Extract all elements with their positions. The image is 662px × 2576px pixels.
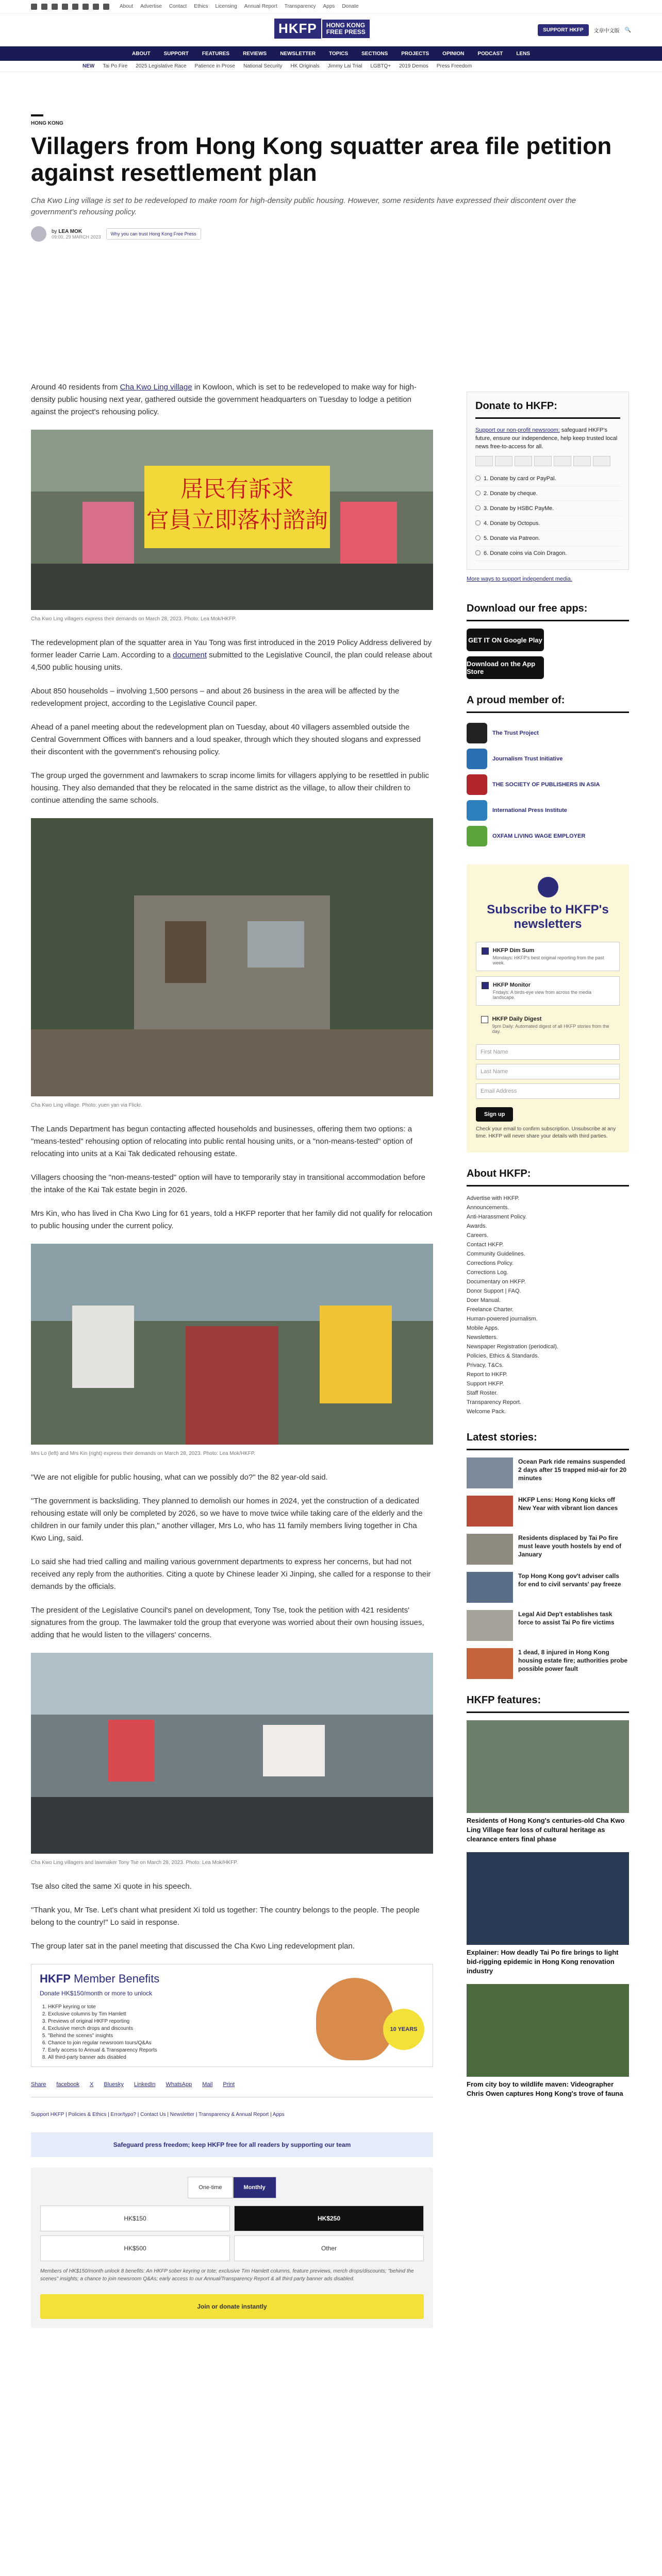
newsletter-note: Check your email to confirm subscription. Unsubscribe at any time. HKFP will never share your details with third parties. xyxy=(476,1126,616,1139)
trending-item[interactable]: Patience in Prose xyxy=(194,63,235,69)
member-ipi[interactable] xyxy=(467,798,629,823)
latest-story[interactable] xyxy=(467,1458,629,1488)
share-bar xyxy=(31,2078,433,2097)
paragraph: The president of the Legislative Council's panel on development, Tony Tse, took the petition with 421 residents' signatures from the group. The lawmaker told the group that everyone was worried about their own housing issues, adding that he would listen to the villagers' concerns. xyxy=(31,1606,424,1639)
amount-option[interactable]: HK$150 xyxy=(40,2206,230,2231)
about-link[interactable]: Donor Support | FAQ. xyxy=(467,1288,521,1294)
top-link-annual-report[interactable]: Annual Report xyxy=(244,4,277,9)
about-link[interactable]: Careers. xyxy=(467,1232,489,1239)
share-mail[interactable]: Mail xyxy=(202,2081,213,2088)
donate-method[interactable] xyxy=(475,516,620,531)
banner-brand: HKFP xyxy=(40,1972,71,1985)
hkfp-logo[interactable] xyxy=(274,19,370,39)
mastercard-icon xyxy=(475,456,493,466)
youtube-icon[interactable] xyxy=(72,4,78,10)
photo-mrs-lo-kin-art xyxy=(31,1244,433,1445)
trending-label: NEW xyxy=(82,63,95,69)
facebook-icon[interactable] xyxy=(31,4,37,10)
paragraph: The group urged the government and lawmakers to scrap income limits for villagers applying to be resettled in public housing. They also demanded that they be relocated in the same district as the village, to allow their children to continue attending the same schools. xyxy=(31,771,429,805)
photo-village-art xyxy=(31,818,433,1096)
paragraph: Lo said she had tried calling and mailing various government departments to express her concerns, but had not received any reply from the authorities. Citing a quote by Chinese leader Xi Jinping, she called for a response to their demands by the officials. xyxy=(31,1557,431,1591)
article-title: Villagers from Hong Kong squatter area file petition against resettlement plan xyxy=(31,132,612,186)
donate-frequency-tabs xyxy=(40,2177,424,2198)
top-links xyxy=(120,4,359,9)
photo-caption: Cha Kwo Ling villagers express their demands on March 28, 2023. Photo: Lea Mok/HKFP. xyxy=(31,616,237,622)
trending-item[interactable]: Press Freedom xyxy=(436,63,472,69)
header-actions xyxy=(538,24,631,36)
apps-heading: Download our free apps: xyxy=(467,603,629,621)
feature-story[interactable] xyxy=(467,1852,629,1976)
legco-document-link[interactable]: document xyxy=(173,651,207,659)
method-label: 1. Donate by card or PayPal. xyxy=(484,476,556,482)
article-lede: Cha Kwo Ling village is set to be redeveloped to make room for high-density public housing. However, some residents have expressed their discontent over the government's rehousing policy. xyxy=(31,196,576,216)
top-link-about[interactable]: About xyxy=(120,4,134,9)
member-name: International Press Institute xyxy=(492,807,567,814)
method-label: 4. Donate by Octopus. xyxy=(484,520,540,527)
option-desc: Fridays: A birds-eye view from across the media landscape. xyxy=(492,990,591,1000)
oxfam-icon xyxy=(467,826,487,846)
radio-icon xyxy=(475,550,481,555)
option-text xyxy=(493,982,614,1000)
donate-method[interactable] xyxy=(475,531,620,546)
tab-one-time[interactable]: One-time xyxy=(188,2177,233,2198)
donate-method[interactable] xyxy=(475,486,620,501)
text: The redevelopment plan of the squatter area in Yau Tong was first introduced in the 2019 Policy Address delivered by former leader Carrie Lam. According to a xyxy=(31,638,432,659)
social-icons xyxy=(31,4,109,10)
paragraph: Tse also cited the same Xi quote in his speech. xyxy=(31,1882,192,1891)
instagram-icon[interactable] xyxy=(52,4,58,10)
trust-button[interactable]: Why you can trust Hong Kong Free Press xyxy=(106,228,201,240)
trust-project-icon xyxy=(467,723,487,743)
amount-option[interactable]: HK$500 xyxy=(40,2235,230,2261)
deer-mascot-icon xyxy=(316,1978,393,2060)
article-header xyxy=(0,114,662,242)
story-thumbnail xyxy=(467,1610,513,1641)
signup-button[interactable]: Sign up xyxy=(476,1107,513,1122)
donate-widget xyxy=(31,2167,433,2328)
story-title: Top Hong Kong gov't adviser calls for end to civil servants' pay freeze xyxy=(518,1572,621,1588)
story-title: Residents displaced by Tai Po fire must leave youth hostels by end of January xyxy=(518,1534,622,1558)
donate-intro-text: safeguard HKFP's future, ensure our independence, help keep trusted local news free-to-access for all. xyxy=(475,427,618,450)
publish-date: 09:00, 29 MARCH 2023 xyxy=(52,234,101,240)
octopus-icon xyxy=(573,456,591,466)
ten-years-badge: 10 YEARS xyxy=(383,2009,424,2050)
text: submitted to the Legislative Council, the plan could release about 4,500 public housing units. xyxy=(31,651,432,672)
donate-amounts xyxy=(40,2206,424,2261)
rss-icon[interactable] xyxy=(103,4,109,10)
trending-item[interactable]: HK Originals xyxy=(290,63,320,69)
story-thumbnail xyxy=(467,1534,513,1565)
radio-icon xyxy=(475,520,481,526)
newsletter-heading: Subscribe to HKFP's newsletters xyxy=(487,903,609,931)
method-label: 5. Donate via Patreon. xyxy=(484,535,540,541)
paragraph: The group later sat in the panel meeting that discussed the Cha Kwo Ling redevelopment plan. xyxy=(31,1942,355,1951)
donate-method[interactable] xyxy=(475,501,620,516)
trending-item[interactable]: LGBTQ+ xyxy=(370,63,391,69)
payment-icons xyxy=(475,456,620,466)
article-footer-links[interactable]: Support HKFP | Policies & Ethics | Error/typo? | Contact Us | Newsletter | Transparency & Annual Report | Apps xyxy=(31,2112,285,2117)
photo-tony-tse xyxy=(31,1653,433,1854)
top-link-advertise[interactable]: Advertise xyxy=(140,4,162,9)
top-link-contact[interactable]: Contact xyxy=(169,4,187,9)
feature-title: From city boy to wildlife maven: Videographer Chris Owen captures Hong Kong's trove of fauna xyxy=(467,2080,623,2097)
share-print[interactable]: Print xyxy=(223,2081,235,2088)
benefit-item: 4. Exclusive merch drops and discounts xyxy=(48,2025,301,2032)
last-name-field[interactable]: Last Name xyxy=(476,1064,620,1079)
story-title: 1 dead, 8 injured in Hong Kong housing estate fire; authorities probe possible power fault xyxy=(518,1649,628,1672)
article-kicker[interactable]: HONG KONG xyxy=(31,114,43,126)
linkedin-icon[interactable] xyxy=(82,4,89,10)
about-link[interactable]: Report to HKFP. xyxy=(467,1371,508,1378)
option-desc: Mondays: HKFP's best original reporting from the past week. xyxy=(492,955,604,965)
nav-topics[interactable]: TOPICS xyxy=(329,50,349,57)
paragraph: Villagers choosing the "non-means-tested" option will have to temporarily stay in transitional accommodation before the intake of the Kai Tak estate begin in 2026. xyxy=(31,1173,425,1194)
support-hkfp-button[interactable]: SUPPORT HKFP xyxy=(538,24,588,36)
logo-line2: FREE PRESS xyxy=(326,28,366,36)
about-link[interactable]: Privacy, T&Cs. xyxy=(467,1362,504,1368)
photo-villagers-banner xyxy=(31,430,433,610)
newsletter-option[interactable] xyxy=(476,1011,620,1039)
nav-reviews[interactable]: REVIEWS xyxy=(243,50,267,57)
member-oxfam[interactable] xyxy=(467,823,629,849)
checkbox-icon[interactable] xyxy=(481,1016,488,1023)
story-thumbnail xyxy=(467,1648,513,1679)
logo-name xyxy=(322,20,370,38)
nav-podcast[interactable]: PODCAST xyxy=(477,50,503,57)
photo-caption: Cha Kwo Ling villagers and lawmaker Tony Tse on March 28, 2023. Photo: Lea Mok/HKFP. xyxy=(31,1860,238,1866)
amount-option[interactable]: HK$250 xyxy=(234,2206,424,2231)
latest-story[interactable] xyxy=(467,1496,629,1527)
newsletter-option[interactable] xyxy=(476,976,620,1006)
benefit-item: 5. "Behind the scenes" insights xyxy=(48,2032,301,2040)
feature-title: Explainer: How deadly Tai Po fire brings to light bid-rigging epidemic in Hong Kong renovation industry xyxy=(467,1948,619,1975)
logo-line1: HONG KONG xyxy=(326,21,366,29)
about-link[interactable]: Freelance Charter. xyxy=(467,1307,514,1313)
paragraph: Ahead of a panel meeting about the redevelopment plan on Tuesday, about 40 villagers assembled outside the Central Government Offices with banners and a loud speaker, through which they shouted slogans and expressed their discontent with the government's rehousing policy. xyxy=(31,723,421,756)
svg-text:居民有訴求: 居民有訴求 xyxy=(180,476,294,502)
benefit-item: 7. Early access to Annual & Transparency Reports xyxy=(48,2047,301,2054)
about-heading: About HKFP: xyxy=(467,1168,629,1187)
radio-icon xyxy=(475,490,481,496)
method-label: 2. Donate by cheque. xyxy=(484,490,538,497)
member-heading: A proud member of: xyxy=(467,694,629,713)
about-link[interactable]: Newsletters. xyxy=(467,1334,498,1341)
about-link[interactable]: Policies, Ethics & Standards. xyxy=(467,1353,539,1359)
text: in Kowloon, which is set to be redeveloped to make way for high-density public housing next year, gathered outside the government headquarters on Tuesday to lodge a petition against the project's rehousing policy. xyxy=(31,383,417,416)
latest-story[interactable] xyxy=(467,1648,629,1679)
top-link-donate[interactable]: Donate xyxy=(342,4,359,9)
donate-method[interactable] xyxy=(475,546,620,561)
top-link-transparency[interactable]: Transparency xyxy=(284,4,316,9)
paypal-icon xyxy=(534,456,552,466)
trending-item[interactable]: National Security xyxy=(243,63,283,69)
feature-image xyxy=(467,1720,629,1813)
photo-tony-tse-art xyxy=(31,1653,433,1854)
paragraph: About 850 households – involving 1,500 persons – and about 26 business in the area will be affected by the redevelopment project, according to the Legislative Council paper. xyxy=(31,687,400,708)
story-title: HKFP Lens: Hong Kong kicks off New Year with vibrant lion dances xyxy=(518,1496,618,1512)
sidebar xyxy=(467,392,629,2107)
about-link[interactable]: Newspaper Registration (periodical). xyxy=(467,1344,558,1350)
app-store-button[interactable]: Download on the App Store xyxy=(467,656,544,679)
top-link-apps[interactable]: Apps xyxy=(323,4,335,9)
trending-item[interactable]: Tai Po Fire xyxy=(103,63,128,69)
safeguard-banner[interactable]: Safeguard press freedom; keep HKFP free for all readers by supporting our team xyxy=(31,2132,433,2157)
nav-sections[interactable]: SECTIONS xyxy=(361,50,388,57)
photo-caption: Mrs Lo (left) and Mrs Kin (right) express their demands on March 28, 2023. Photo: Lea Mok/HKFP. xyxy=(31,1451,256,1456)
about-link[interactable]: Community Guidelines. xyxy=(467,1251,525,1257)
paragraph: The Lands Department has begun contacting affected households and businesses, offering them two options: a "means-tested" rehousing option of relocating into public rental housing units, or a "non-means-tested" option of relocating into units at a Kai Tak dedicated rehousing estate. xyxy=(31,1125,413,1158)
share-linkedin[interactable]: LinkedIn xyxy=(134,2081,156,2088)
story-thumbnail xyxy=(467,1572,513,1603)
donate-heading: Donate to HKFP: xyxy=(475,400,620,419)
patreon-icon xyxy=(593,456,610,466)
about-link[interactable]: Human-powered journalism. xyxy=(467,1316,538,1322)
search-icon[interactable]: 🔍 xyxy=(624,27,631,33)
story-thumbnail xyxy=(467,1458,513,1488)
feature-title: Residents of Hong Kong's centuries-old Cha Kwo Ling Village fear loss of cultural heritage as clearance enters final phase xyxy=(467,1817,625,1843)
visa-icon xyxy=(495,456,512,466)
first-name-field[interactable]: First Name xyxy=(476,1044,620,1060)
x-icon[interactable] xyxy=(41,4,47,10)
donate-box xyxy=(467,392,629,570)
share-x[interactable]: X xyxy=(90,2081,94,2088)
nav-opinion[interactable]: OPINION xyxy=(442,50,465,57)
method-label: 6. Donate coins via Coin Dragon. xyxy=(484,550,567,556)
photo-mrs-lo-kin xyxy=(31,1244,433,1445)
bluesky-icon[interactable] xyxy=(62,4,68,10)
threads-icon[interactable] xyxy=(93,4,99,10)
latest-story[interactable] xyxy=(467,1534,629,1565)
latest-story[interactable] xyxy=(467,1572,629,1603)
share-facebook[interactable]: facebook xyxy=(56,2081,80,2088)
share-label: Share xyxy=(31,2081,46,2088)
top-utility-bar xyxy=(0,0,662,13)
banner-title: Member Benefits xyxy=(74,1972,160,1985)
feature-story[interactable] xyxy=(467,1984,629,2098)
nav-about[interactable]: ABOUT xyxy=(132,50,151,57)
radio-icon xyxy=(475,505,481,511)
more-ways-link[interactable]: More ways to support independent media. xyxy=(467,576,572,582)
nav-projects[interactable]: PROJECTS xyxy=(401,50,429,57)
donate-method[interactable] xyxy=(475,471,620,486)
support-newsroom-link[interactable]: Support our non-profit newsroom: xyxy=(475,427,560,433)
about-link[interactable]: Mobile Apps. xyxy=(467,1325,499,1331)
benefit-item: 8. All third-party banner ads disabled xyxy=(48,2054,301,2061)
about-link[interactable]: Documentary on HKFP. xyxy=(467,1279,526,1285)
trending-bar xyxy=(0,61,662,72)
cha-kwo-ling-link[interactable]: Cha Kwo Ling village xyxy=(120,383,192,392)
byline xyxy=(31,226,631,242)
features-heading: HKFP features: xyxy=(467,1694,629,1713)
trending-item[interactable]: 2019 Demos xyxy=(399,63,428,69)
photo-villagers-banner-art xyxy=(31,430,433,610)
benefit-item: 2. Exclusive columns by Tim Hamlett xyxy=(48,2011,301,2018)
member-jti[interactable] xyxy=(467,746,629,772)
nav-support[interactable]: SUPPORT xyxy=(163,50,189,57)
about-link[interactable]: Welcome Pack. xyxy=(467,1409,506,1415)
envelope-icon xyxy=(538,877,558,897)
feature-image xyxy=(467,1984,629,2077)
about-link[interactable]: Support HKFP. xyxy=(467,1381,504,1387)
nav-features[interactable]: FEATURES xyxy=(202,50,230,57)
benefit-item: 3. Previews of original HKFP reporting xyxy=(48,2018,301,2025)
about-link[interactable]: Awards. xyxy=(467,1223,487,1229)
member-name: Journalism Trust Initiative xyxy=(492,756,563,762)
mascot-art xyxy=(301,1973,424,2058)
author-line: by LEA MOK xyxy=(52,228,82,234)
radio-icon xyxy=(475,535,481,540)
photo-caption: Cha Kwo Ling village. Photo: yuen yan via Flickr. xyxy=(31,1103,142,1108)
share-whatsapp[interactable]: WhatsApp xyxy=(166,2081,192,2088)
trending-item[interactable]: Jimmy Lai Trial xyxy=(327,63,362,69)
member-name: The Trust Project xyxy=(492,730,539,736)
photo-village xyxy=(31,818,433,1096)
radio-icon xyxy=(475,476,481,481)
share-bluesky[interactable]: Bluesky xyxy=(104,2081,124,2088)
option-text xyxy=(493,947,614,965)
about-link[interactable]: Staff Roster. xyxy=(467,1390,498,1396)
about-link[interactable]: Announcements. xyxy=(467,1205,509,1211)
author-name[interactable]: LEA MOK xyxy=(58,228,82,234)
option-title: HKFP Dim Sum xyxy=(492,947,535,954)
sopa-icon xyxy=(467,774,487,795)
about-link[interactable]: Contact HKFP. xyxy=(467,1242,504,1248)
story-thumbnail xyxy=(467,1496,513,1527)
paragraph: "The government is backsliding. They planned to demolish our homes in 2024, yet the construction of a dedicated rehousing estate will only be completed by 2026, so we have to move twice while taking care of the elderly and the children in our family under this plan," another villager, Mrs Lo, who has 11 family members living together in Cha Kwo Ling, said. xyxy=(31,1497,423,1543)
about-link[interactable]: Advertise with HKFP. xyxy=(467,1195,520,1201)
tab-monthly[interactable]: Monthly xyxy=(233,2177,276,2198)
member-name: OXFAM LIVING WAGE EMPLOYER xyxy=(492,833,586,839)
about-link[interactable]: Corrections Policy. xyxy=(467,1260,514,1266)
donate-intro xyxy=(475,426,620,451)
paragraph: "Thank you, Mr Tse. Let's chant what president Xi told us together: The country belongs to the people. The people belong to the country!" Lo said in response. xyxy=(31,1906,420,1927)
email-field[interactable]: Email Address xyxy=(476,1083,620,1099)
article-body xyxy=(31,381,433,2328)
about-links xyxy=(467,1194,629,1416)
story-title: Legal Aid Dep't establishes task force to assist Tai Po fire victims xyxy=(518,1611,615,1626)
amex-icon xyxy=(515,456,532,466)
option-title: HKFP Daily Digest xyxy=(492,1016,542,1022)
text: Around 40 residents from xyxy=(31,383,120,392)
google-play-button[interactable]: GET IT ON Google Play xyxy=(467,629,544,651)
jti-icon xyxy=(467,749,487,769)
latest-heading: Latest stories: xyxy=(467,1432,629,1450)
checkbox-icon[interactable] xyxy=(482,982,489,989)
main-nav xyxy=(0,46,662,61)
join-donate-button[interactable]: Join or donate instantly xyxy=(40,2294,424,2319)
banner-benefits xyxy=(40,2004,301,2061)
svg-text:官員立即落村諮詢: 官員立即落村諮詢 xyxy=(146,507,328,533)
about-link[interactable]: Anti-Harassment Policy. xyxy=(467,1214,527,1220)
option-text xyxy=(492,1016,615,1034)
feature-story[interactable] xyxy=(467,1720,629,1844)
byline-text xyxy=(52,229,101,240)
banner-title-row xyxy=(40,1973,301,1985)
logo-abbr: HKFP xyxy=(274,19,321,39)
newsletter-option[interactable] xyxy=(476,942,620,971)
payme-icon xyxy=(554,456,571,466)
member-benefits-banner[interactable] xyxy=(31,1964,433,2067)
ipi-icon xyxy=(467,800,487,821)
about-link[interactable]: Transparency Report. xyxy=(467,1399,521,1405)
feature-image xyxy=(467,1852,629,1945)
paragraph xyxy=(31,381,433,418)
author-avatar xyxy=(31,226,46,242)
top-link-licensing[interactable]: Licensing xyxy=(215,4,237,9)
method-label: 3. Donate by HSBC PayMe. xyxy=(484,505,554,512)
option-title: HKFP Monitor xyxy=(492,982,531,988)
latest-story[interactable] xyxy=(467,1610,629,1641)
member-name: THE SOCIETY OF PUBLISHERS IN ASIA xyxy=(492,782,600,788)
story-title: Ocean Park ride remains suspended 2 days after 15 trapped mid-air for 20 minutes xyxy=(518,1458,627,1482)
amount-option[interactable]: Other xyxy=(234,2235,424,2261)
member-trust-project[interactable] xyxy=(467,720,629,746)
site-header xyxy=(0,13,662,46)
benefit-item: 1. HKFP keyring or tote xyxy=(48,2004,301,2011)
benefit-item: 6. Chance to join regular newsroom tours/Q&As xyxy=(48,2040,301,2047)
banner-text xyxy=(40,1973,301,2058)
top-link-ethics[interactable]: Ethics xyxy=(194,4,208,9)
member-sopa[interactable] xyxy=(467,772,629,798)
option-desc: 9pm Daily: Automated digest of all HKFP stories from the day. xyxy=(492,1024,609,1034)
nav-lens[interactable]: LENS xyxy=(516,50,530,57)
trending-item[interactable]: 2025 Legislative Race xyxy=(136,63,187,69)
member-note: Members of HK$150/month unlock 8 benefits: An HKFP sober keyring or tote; exclusive Tim Hamlett columns, feature previews, merch drops/discounts; "behind the scenes" insights; a chance to join newsroom Q&As; early access to our Annual/Transparency Report & all third party banner ads disabled. xyxy=(40,2268,414,2282)
nav-newsletter[interactable]: NEWSLETTER xyxy=(280,50,316,57)
about-link[interactable]: Corrections Log. xyxy=(467,1269,508,1276)
about-link[interactable]: Doer Manual. xyxy=(467,1297,501,1303)
paragraph: "We are not eligible for public housing, what can we possibly do?" the 82 year-old said. xyxy=(31,1473,328,1482)
checkbox-icon[interactable] xyxy=(482,947,489,955)
paragraph: Mrs Kin, who has lived in Cha Kwo Ling for 61 years, told a HKFP reporter that her family did not qualify for relocation to public housing under the current policy. xyxy=(31,1209,433,1230)
chinese-version-link[interactable]: 文章中文版 xyxy=(593,28,620,34)
newsletter-signup xyxy=(467,865,629,1153)
paragraph xyxy=(31,637,433,674)
banner-subtitle: Donate HK$150/month or more to unlock xyxy=(40,1990,153,1997)
